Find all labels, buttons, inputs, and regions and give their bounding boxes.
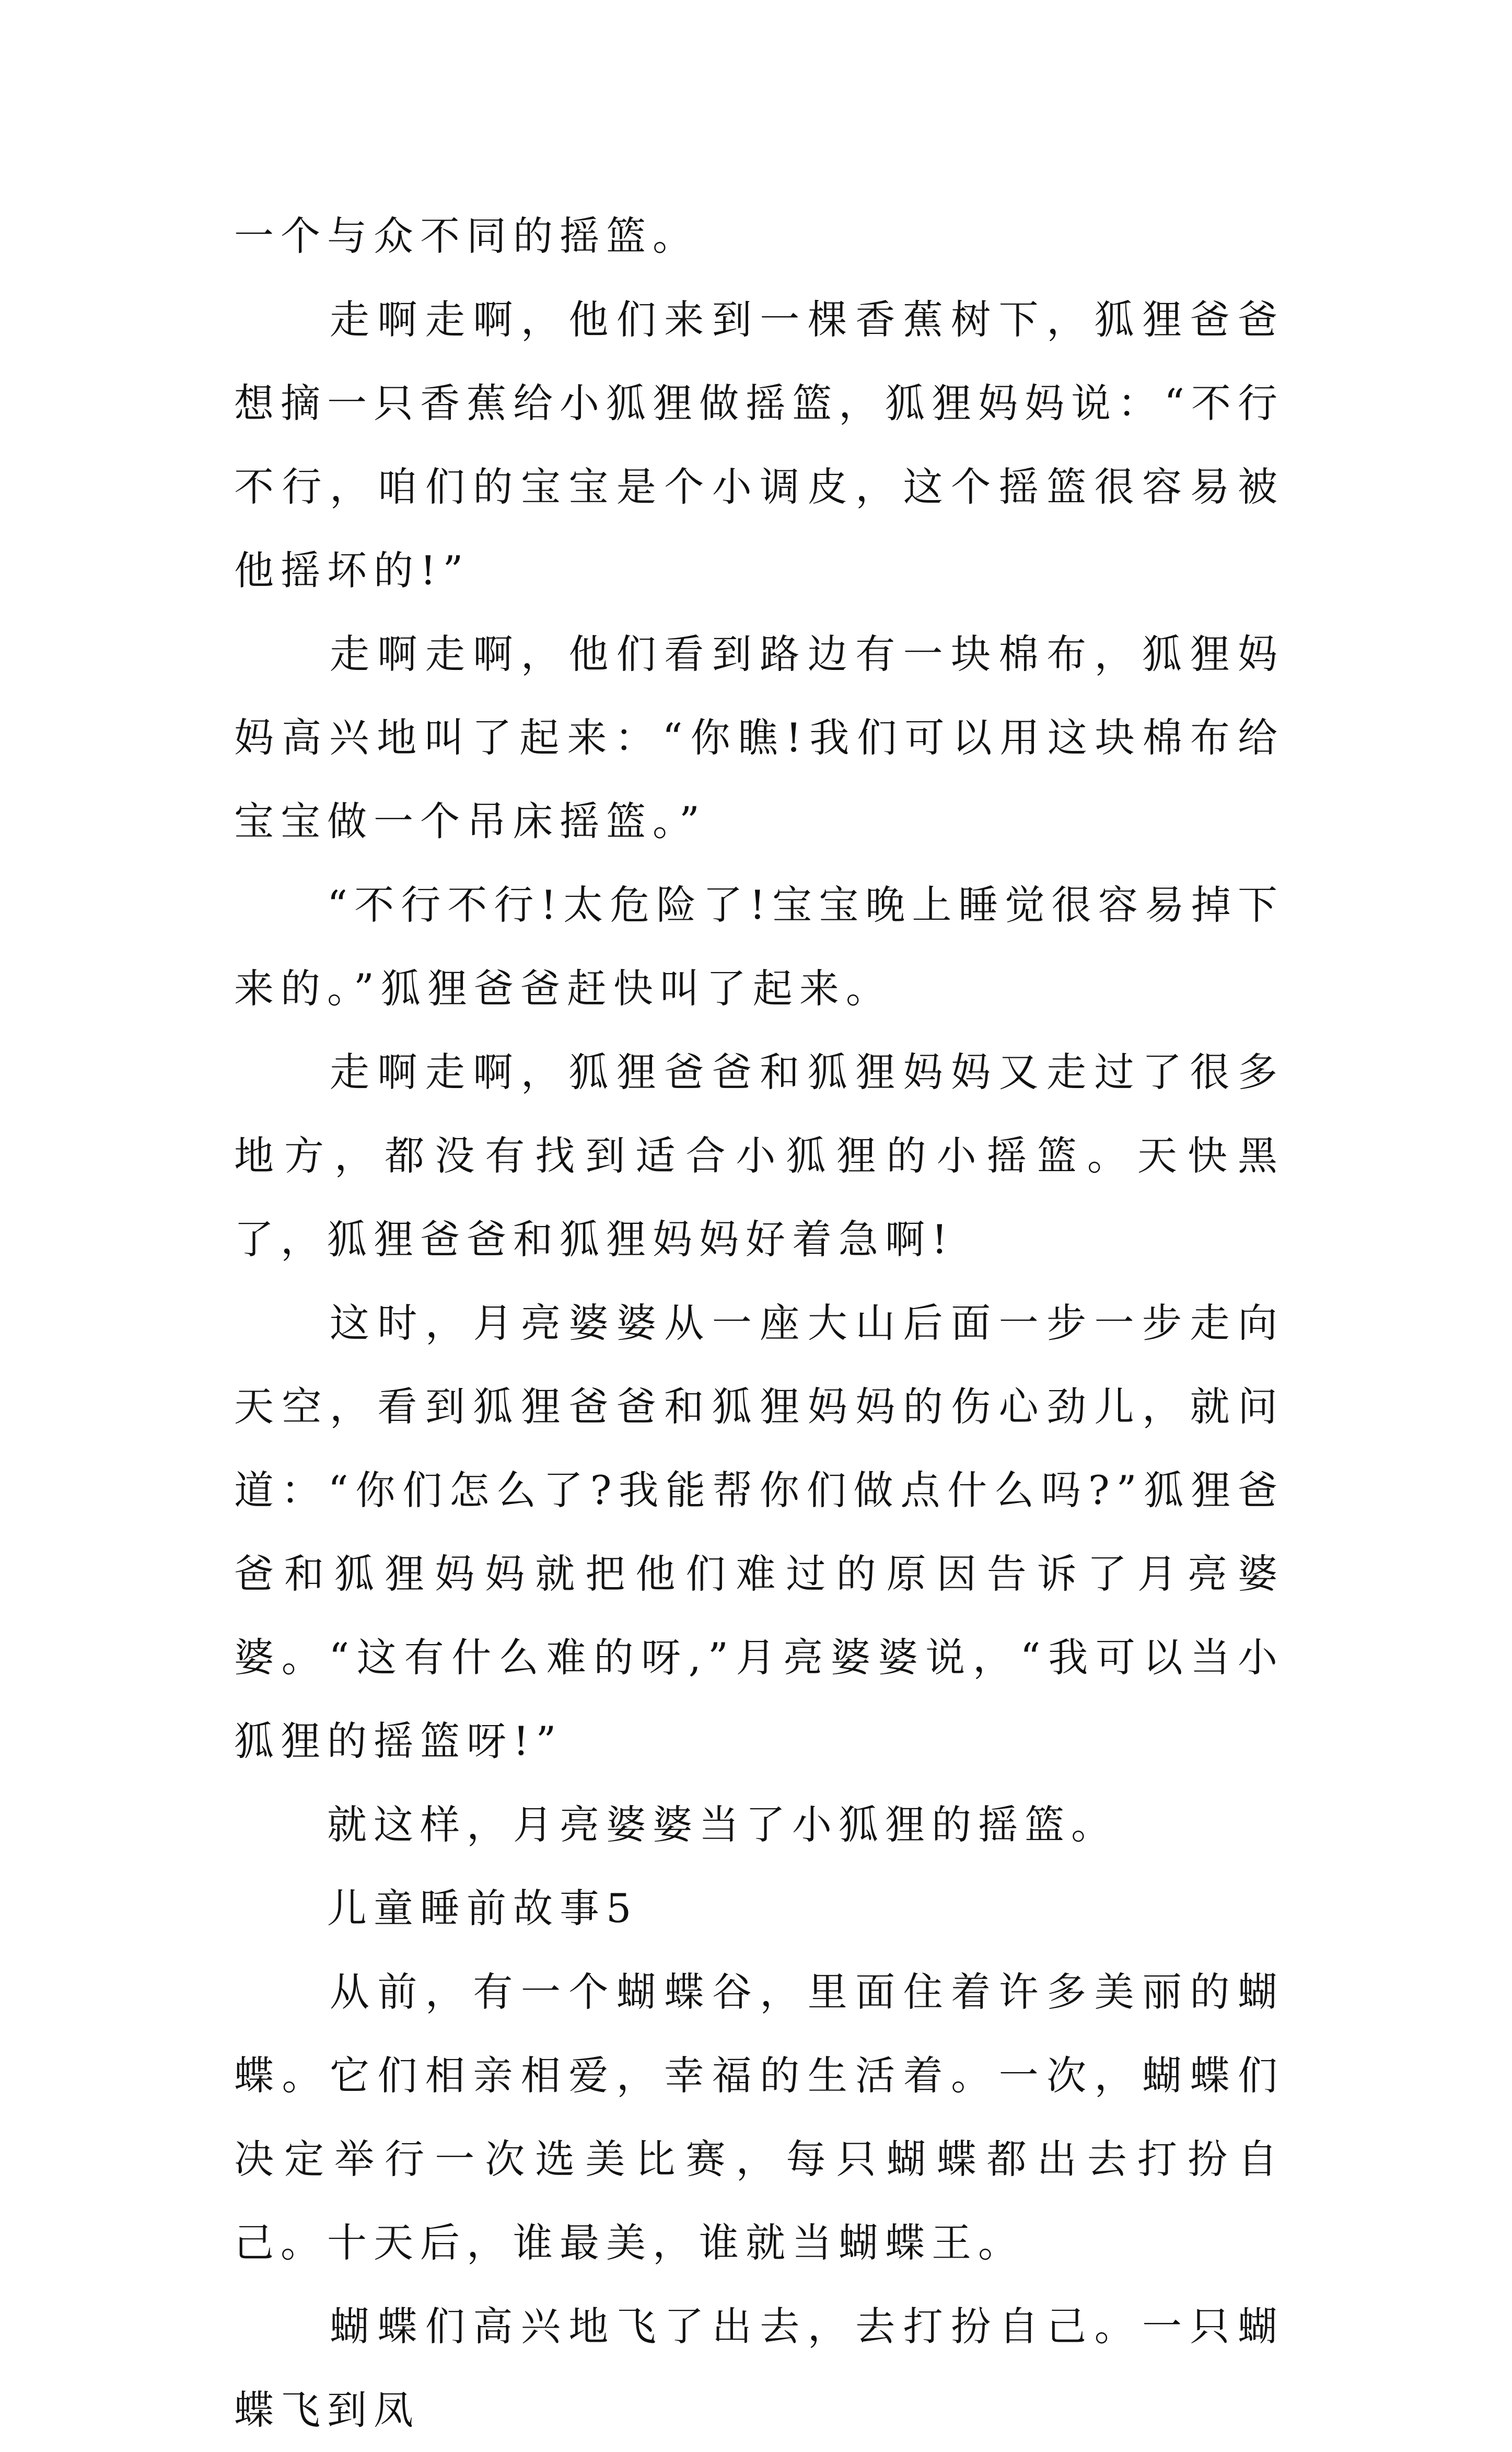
paragraph: 一个与众不同的摇篮。 — [234, 213, 699, 259]
paragraph: 蝴蝶们高兴地飞了出去，去打扮自己。一只蝴蝶飞到凤 — [234, 2303, 1284, 2433]
paragraph: 走啊走啊，狐狸爸爸和狐狸妈妈又走过了很多地方，都没有找到适合小狐狸的小摇篮。天快黑了，狐狸爸爸和狐狸妈妈好着急啊! — [234, 1049, 1284, 1263]
paragraph: 走啊走啊，他们来到一棵香蕉树下，狐狸爸爸想摘一只香蕉给小狐狸做摇篮，狐狸妈妈说：“不行不行，咱们的宝宝是个小调皮，这个摇篮很容易被他摇坏的!” — [234, 296, 1284, 594]
paragraph: “不行不行!太危险了!宝宝晚上睡觉很容易掉下来的。”狐狸爸爸赶快叫了起来。 — [234, 882, 1284, 1012]
section-heading: 儿童睡前故事5 — [234, 1885, 638, 1931]
paragraph: 这时，月亮婆婆从一座大山后面一步一步走向天空，看到狐狸爸爸和狐狸妈妈的伤心劲儿，就问道：“你们怎么了?我能帮你们做点什么吗?”狐狸爸爸和狐狸妈妈就把他们难过的原因告诉了月亮婆婆。“这有什么难的呀,”月亮婆婆说，“我可以当小狐狸的摇篮呀!” — [234, 1300, 1284, 1764]
paragraph: 从前，有一个蝴蝶谷，里面住着许多美丽的蝴蝶。它们相亲相爱，幸福的生活着。一次，蝴蝶们决定举行一次选美比赛，每只蝴蝶都出去打扮自己。十天后，谁最美，谁就当蝴蝶王。 — [234, 1969, 1284, 2266]
paragraph: 就这样，月亮婆婆当了小狐狸的摇篮。 — [234, 1801, 1118, 1848]
document-body — [234, 194, 1284, 2452]
paragraph: 走啊走啊，他们看到路边有一块棉布，狐狸妈妈高兴地叫了起来：“你瞧!我们可以用这块棉布给宝宝做一个吊床摇篮。” — [234, 631, 1284, 845]
